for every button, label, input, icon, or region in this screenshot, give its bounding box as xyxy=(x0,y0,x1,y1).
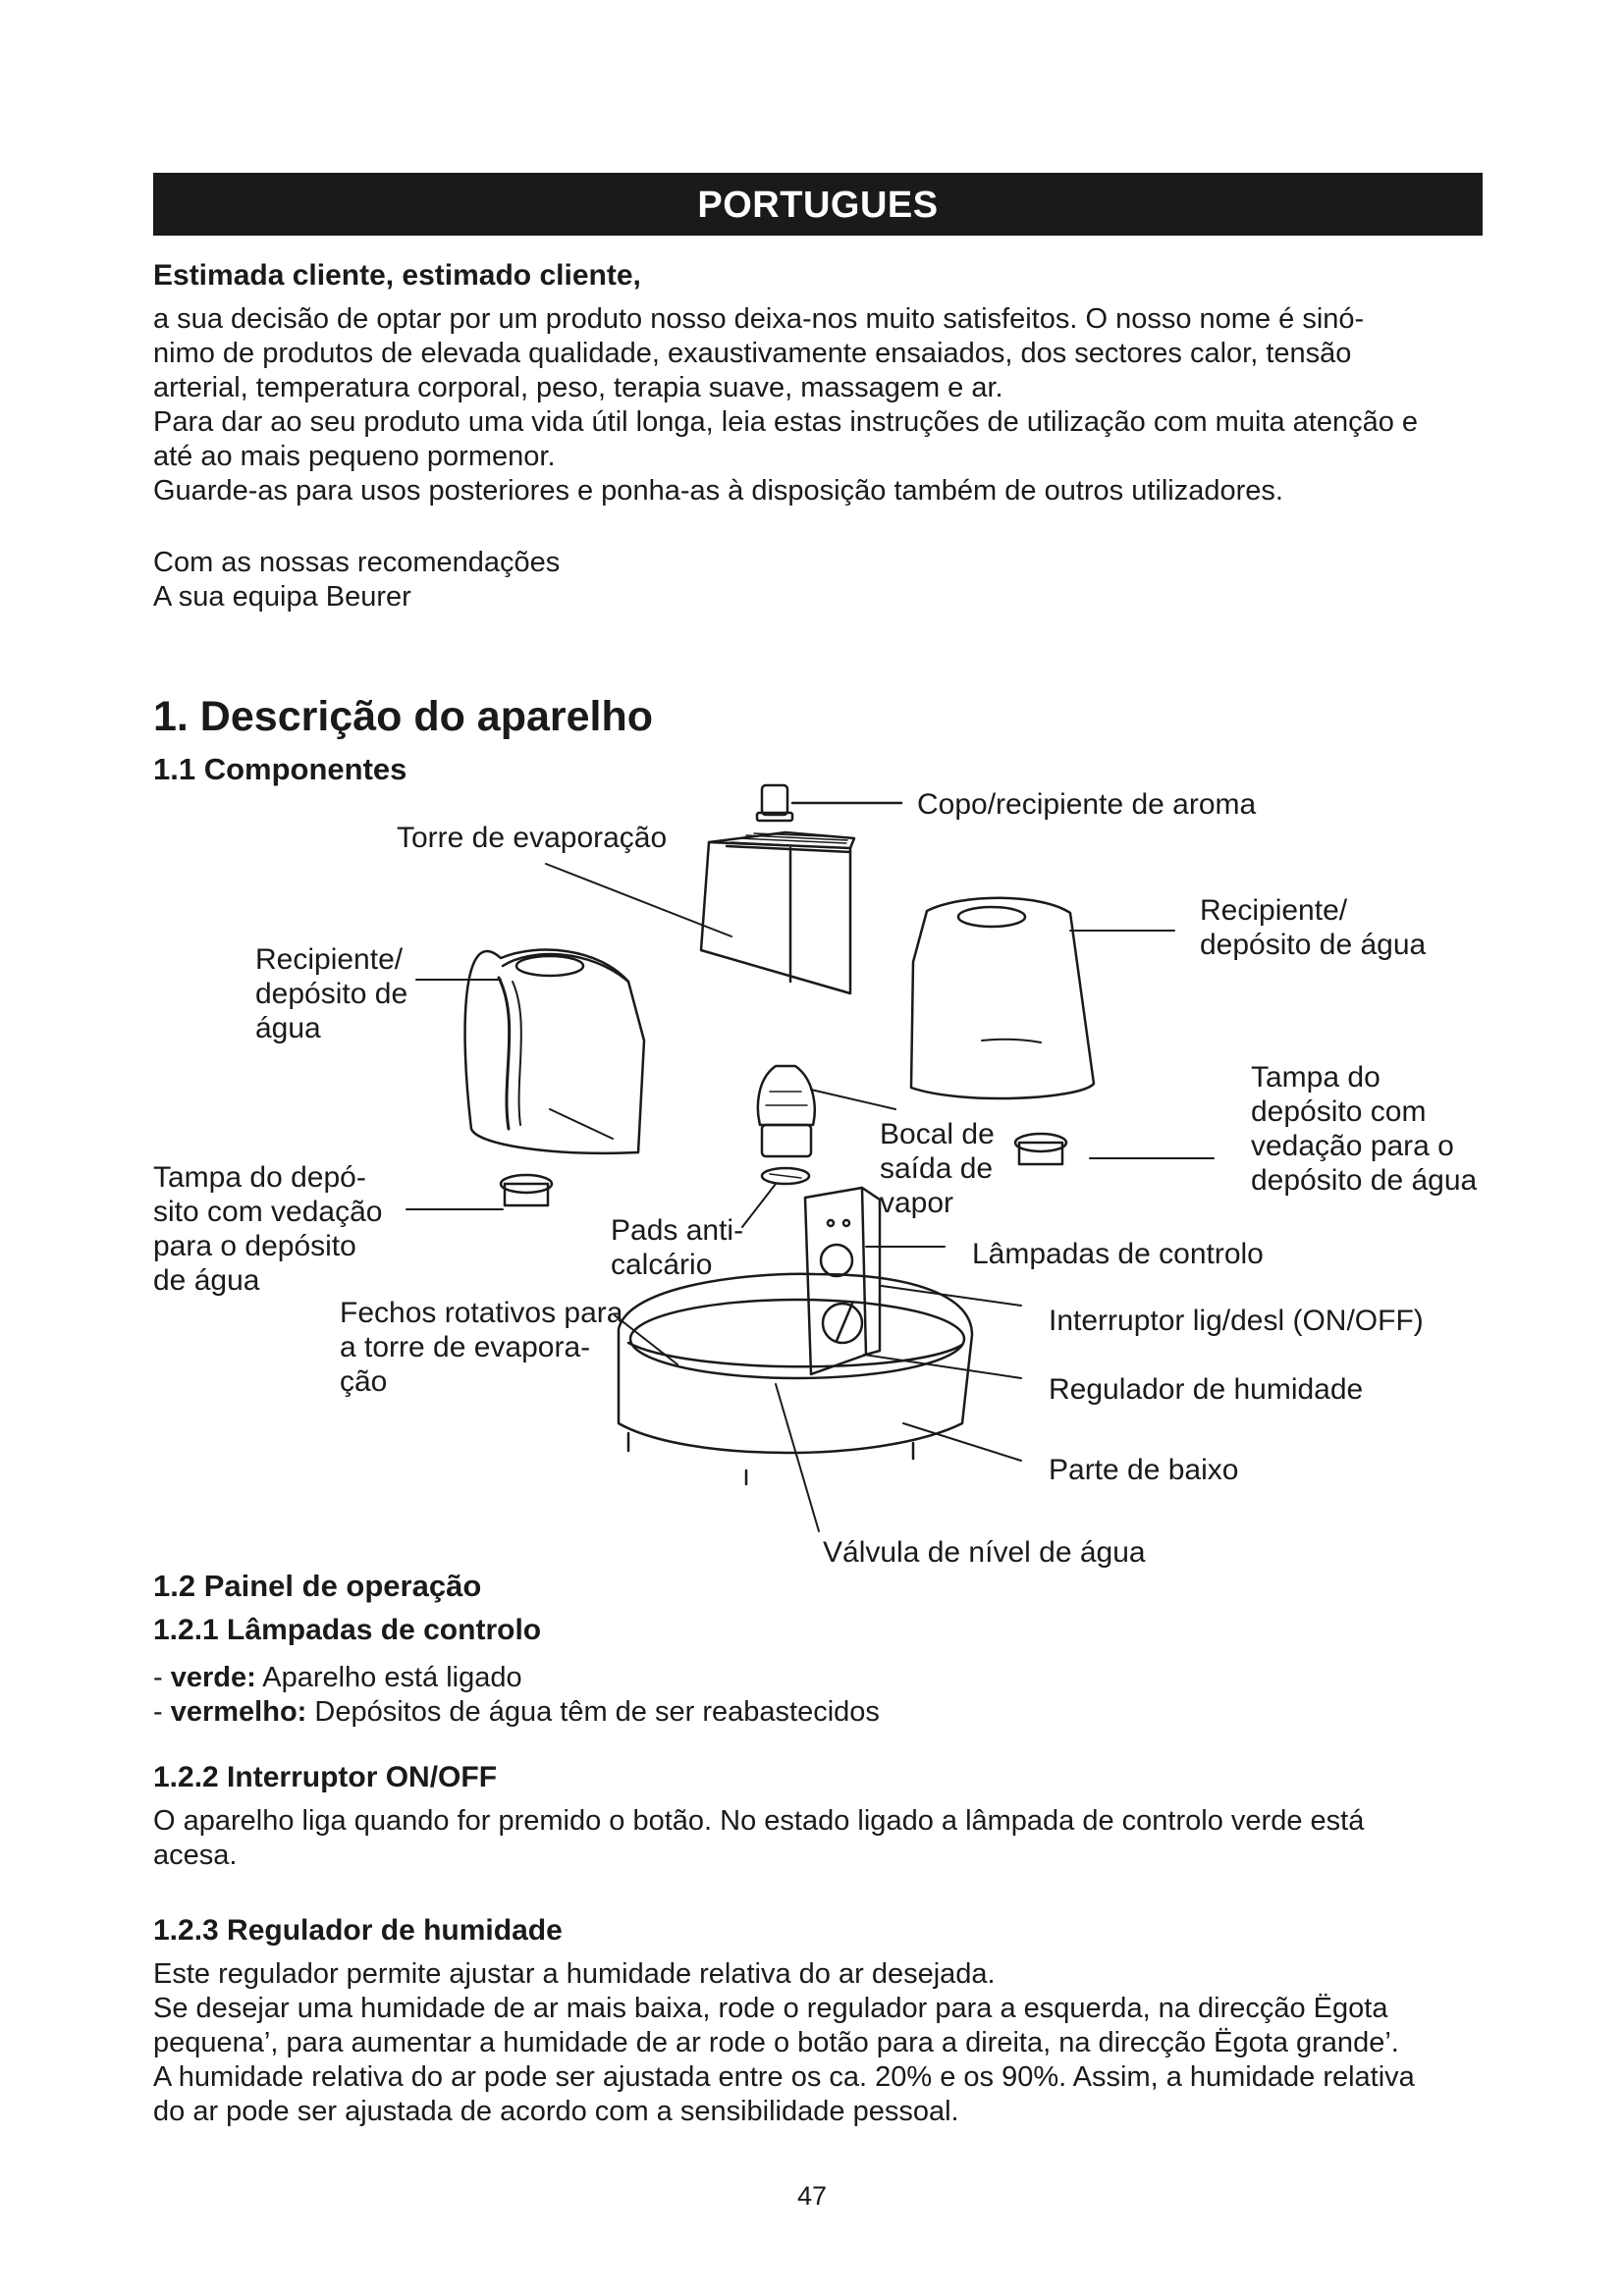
label-steam-nozzle-line1: Bocal de xyxy=(880,1118,995,1150)
intro-line: a sua decisão de optar por um produto nosso deixa-nos muito satisfeitos. O nosso nome é sinó- xyxy=(153,303,1365,335)
left-tank-cap-drawing xyxy=(406,1175,552,1209)
label-bottom-part: Parte de baixo xyxy=(1049,1454,1239,1486)
subsection-title-control-lamps: 1.2.1 Lâmpadas de controlo xyxy=(153,1614,542,1646)
term-red: vermelho: xyxy=(170,1696,307,1728)
label-right-cap-line3: vedação para o xyxy=(1251,1130,1454,1162)
label-right-cap-line2: depósito com xyxy=(1251,1095,1427,1128)
label-steam-nozzle-line2: saída de xyxy=(880,1152,994,1185)
page-number: 47 xyxy=(796,2181,828,2211)
regulator-line: pequena’, para aumentar a humidade de ar rode o botão para a direita, na direcção Ëgota grande’. xyxy=(153,2027,1399,2058)
closing-line: Com as nossas recomendações xyxy=(153,547,561,578)
intro-line: nimo de produtos de elevada qualidade, exaustivamente ensaiados, dos sectores calor, tensão xyxy=(153,338,1352,369)
label-right-tank-line1: Recipiente/ xyxy=(1200,894,1348,927)
term-green: verde: xyxy=(170,1662,256,1693)
section-title: 1. Descrição do aparelho xyxy=(153,693,654,740)
on-off-line: acesa. xyxy=(153,1840,238,1871)
list-item-red: - vermelho: Depósitos de água têm de ser reabastecidos xyxy=(153,1696,880,1728)
label-left-cap-line3: para o depósito xyxy=(153,1230,356,1262)
label-evaporation-tower: Torre de evaporação xyxy=(397,822,668,854)
signature-line: A sua equipa Beurer xyxy=(153,581,411,613)
intro-line: Guarde-as para usos posteriores e ponha-as à disposição também de outros utilizadores. xyxy=(153,475,1283,507)
greeting: Estimada cliente, estimado cliente, xyxy=(153,259,641,292)
on-off-paragraph xyxy=(153,1804,1489,1873)
label-humidity-regulator: Regulador de humidade xyxy=(1049,1373,1364,1406)
humidity-regulator-paragraph xyxy=(153,1957,1489,2129)
label-water-level-valve: Válvula de nível de água xyxy=(823,1536,1146,1569)
control-lamps-list xyxy=(153,1661,1489,1730)
desc-red: Depósitos de água têm de ser reabastecidos xyxy=(306,1696,880,1728)
label-left-tank-line3: água xyxy=(255,1012,321,1044)
list-item-green: - verde: Aparelho está ligado xyxy=(153,1662,522,1693)
label-anti-calc-pads-line2: calcário xyxy=(611,1249,713,1281)
anti-calc-pad-drawing xyxy=(742,1168,809,1227)
aroma-cup-drawing xyxy=(757,785,901,821)
evaporation-tower-drawing xyxy=(546,832,854,993)
label-right-tank-line2: depósito de água xyxy=(1200,929,1427,961)
intro-line: arterial, temperatura corporal, peso, terapia suave, massagem e ar. xyxy=(153,372,1003,403)
left-water-tank-drawing xyxy=(416,950,644,1153)
label-right-cap-line4: depósito de água xyxy=(1251,1164,1478,1197)
language-banner: PORTUGUES xyxy=(153,173,1483,236)
intro-line: até ao mais pequeno pormenor. xyxy=(153,441,556,472)
regulator-line: A humidade relativa do ar pode ser ajustada entre os ca. 20% e os 90%. Assim, a humidade relativa xyxy=(153,2061,1415,2093)
label-steam-nozzle-line3: vapor xyxy=(880,1187,954,1219)
regulator-line: do ar pode ser ajustada de acordo com a sensibilidade pessoal. xyxy=(153,2096,959,2127)
label-left-cap-line4: de água xyxy=(153,1264,260,1297)
label-left-cap-line2: sito com vedação xyxy=(153,1196,383,1228)
steam-nozzle-drawing xyxy=(758,1066,895,1156)
label-left-tank-line2: depósito de xyxy=(255,978,408,1010)
regulator-line: Se desejar uma humidade de ar mais baixa, rode o regulador para a esquerda, na direcção Ëgota xyxy=(153,1993,1388,2024)
subsection-title-humidity-regulator: 1.2.3 Regulador de humidade xyxy=(153,1914,563,1947)
label-anti-calc-pads-line1: Pads anti- xyxy=(611,1214,744,1247)
subsection-title-on-off: 1.2.2 Interruptor ON/OFF xyxy=(153,1761,498,1793)
regulator-line: Este regulador permite ajustar a humidade relativa do ar desejada. xyxy=(153,1958,996,1990)
subsection-title-operation-panel: 1.2 Painel de operação xyxy=(153,1569,482,1603)
label-rotary-locks-line3: ção xyxy=(340,1365,388,1398)
right-tank-cap-drawing xyxy=(1015,1134,1214,1164)
label-control-lamps: Lâmpadas de controlo xyxy=(972,1238,1264,1270)
right-water-tank-drawing xyxy=(911,898,1174,1098)
desc-green: Aparelho está ligado xyxy=(255,1662,522,1693)
on-off-line: O aparelho liga quando for premido o botão. No estado ligado a lâmpada de controlo verde está xyxy=(153,1805,1365,1837)
label-left-cap-line1: Tampa do depó- xyxy=(153,1161,366,1194)
subsection-title-components: 1.1 Componentes xyxy=(153,752,407,786)
label-aroma-cup: Copo/recipiente de aroma xyxy=(917,788,1257,821)
label-on-off-switch: Interruptor lig/desl (ON/OFF) xyxy=(1049,1305,1424,1337)
intro-line: Para dar ao seu produto uma vida útil longa, leia estas instruções de utilização com muita atenção e xyxy=(153,406,1419,438)
label-left-tank-line1: Recipiente/ xyxy=(255,943,404,976)
label-rotary-locks-line2: a torre de evapora- xyxy=(340,1331,591,1363)
label-rotary-locks-line1: Fechos rotativos para xyxy=(340,1297,623,1329)
label-right-cap-line1: Tampa do xyxy=(1251,1061,1380,1094)
